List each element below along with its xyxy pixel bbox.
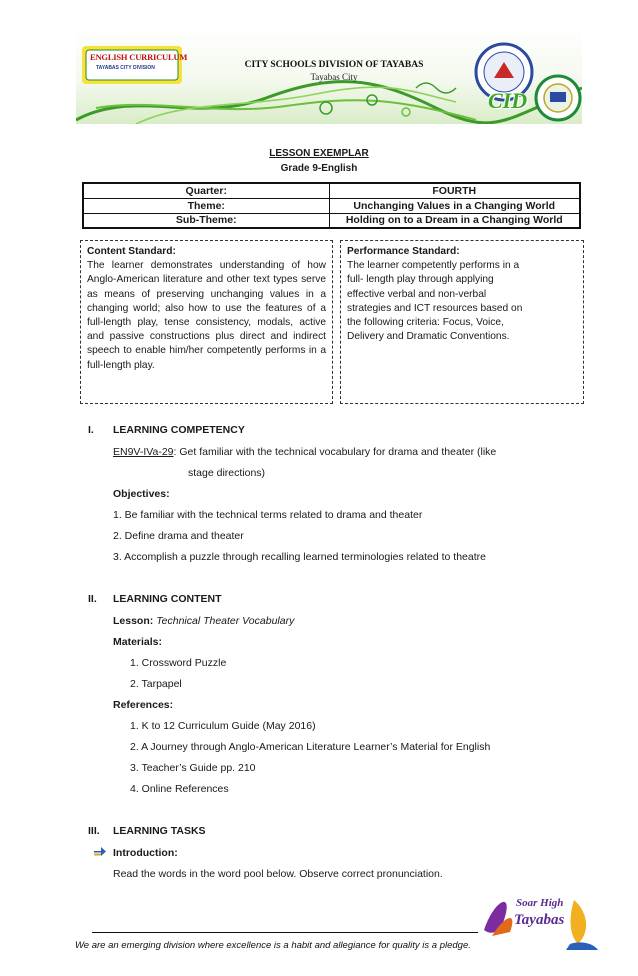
reference-item: 4. Online References (130, 783, 229, 795)
material-item: 2. Tarpapel (130, 678, 182, 690)
footer-motto: We are an emerging division where excellence is a habit and allegiance for quality is a pledge. (75, 940, 471, 951)
svg-text:Soar High: Soar High (516, 897, 564, 909)
materials-label: Materials: (113, 636, 163, 648)
svg-text:Tayabas: Tayabas (514, 912, 565, 928)
footer-divider (92, 932, 478, 933)
performance-standard-line: The learner competently performs in a (347, 260, 520, 272)
reference-item: 1. K to 12 Curriculum Guide (May 2016) (130, 720, 316, 732)
material-item: 1. Crossword Puzzle (130, 657, 227, 669)
document-title: LESSON EXEMPLAR (269, 148, 369, 159)
content-standard-box (80, 240, 333, 404)
section-heading: LEARNING TASKS (113, 825, 206, 837)
references-label: References: (113, 699, 174, 711)
info-value: Unchanging Values in a Changing World (329, 198, 580, 213)
reference-item: 3. Teacher’s Guide pp. 210 (130, 762, 256, 774)
objectives-label: Objectives: (113, 488, 170, 500)
arrow-bullet-icon (93, 845, 107, 861)
performance-standard-line: effective verbal and non-verbal (347, 288, 487, 300)
content-standard-heading: Content Standard: (87, 246, 176, 257)
performance-standard-line: full- length play through applying (347, 274, 494, 286)
info-key: Sub-Theme: (83, 213, 329, 228)
lesson-line (113, 614, 294, 628)
objective-item: 3. Accomplish a puzzle through recalling learned terminologies related to theatre (113, 551, 486, 563)
content-standard-text: The learner demonstrates understanding of how Anglo-American literature and other text types serve as means of preserving unchanging values in a changing world; also how to use the features of a full-length play, tense consistency, modals, active and passive constructions plus direct and indirect speech to enable him/her competently performs in a full-length play. (87, 260, 326, 371)
lesson-info-table (82, 182, 581, 229)
performance-standard-line: strategies and ICT resources based on (347, 302, 523, 314)
performance-standard-line: Delivery and Dramatic Conventions. (347, 331, 510, 343)
info-value: FOURTH (329, 183, 580, 198)
soar-high-tayabas-logo (474, 880, 602, 952)
performance-standard-line: the following criteria: Focus, Voice, (347, 317, 504, 329)
cid-logo: CID (488, 88, 528, 113)
info-key: Quarter: (83, 183, 329, 198)
english-curriculum-logo (76, 28, 188, 80)
competency-line (113, 445, 588, 459)
competency-code: EN9V-IVa-29 (113, 446, 174, 458)
section-number: III. (88, 825, 100, 837)
introduction-label: Introduction: (113, 847, 178, 859)
section-number: I. (88, 424, 94, 436)
competency-continuation: stage directions) (188, 467, 266, 479)
performance-standard-box (340, 240, 584, 404)
objective-item: 1. Be familiar with the technical terms related to drama and theater (113, 509, 423, 521)
info-key: Theme: (83, 198, 329, 213)
reference-item: 2. A Journey through Anglo-American Literature Learner’s Material for English (130, 741, 491, 753)
table-row (83, 213, 580, 228)
section-number: II. (88, 593, 97, 605)
introduction-text: Read the words in the word pool below. Observe correct pronunciation. (113, 868, 443, 880)
logo-title: ENGLISH CURRICULUM (90, 52, 188, 62)
lesson-label: Lesson: (113, 615, 154, 627)
city-name: Tayabas City (310, 72, 358, 82)
header-banner (76, 28, 582, 124)
info-value: Holding on to a Dream in a Changing World (329, 213, 580, 228)
objective-item: 2. Define drama and theater (113, 530, 244, 542)
logo-subtitle: TAYABAS CITY DIVISION (96, 65, 155, 71)
table-row (83, 183, 580, 198)
section-heading: LEARNING COMPETENCY (113, 424, 245, 436)
competency-text: : Get familiar with the technical vocabulary for drama and theater (like (173, 446, 497, 458)
table-row (83, 198, 580, 213)
division-name: CITY SCHOOLS DIVISION OF TAYABAS (244, 60, 424, 70)
performance-standard-heading: Performance Standard: (347, 246, 460, 257)
lesson-title: Technical Theater Vocabulary (156, 615, 295, 627)
grade-subtitle: Grade 9-English (280, 163, 358, 174)
section-heading: LEARNING CONTENT (113, 593, 222, 605)
